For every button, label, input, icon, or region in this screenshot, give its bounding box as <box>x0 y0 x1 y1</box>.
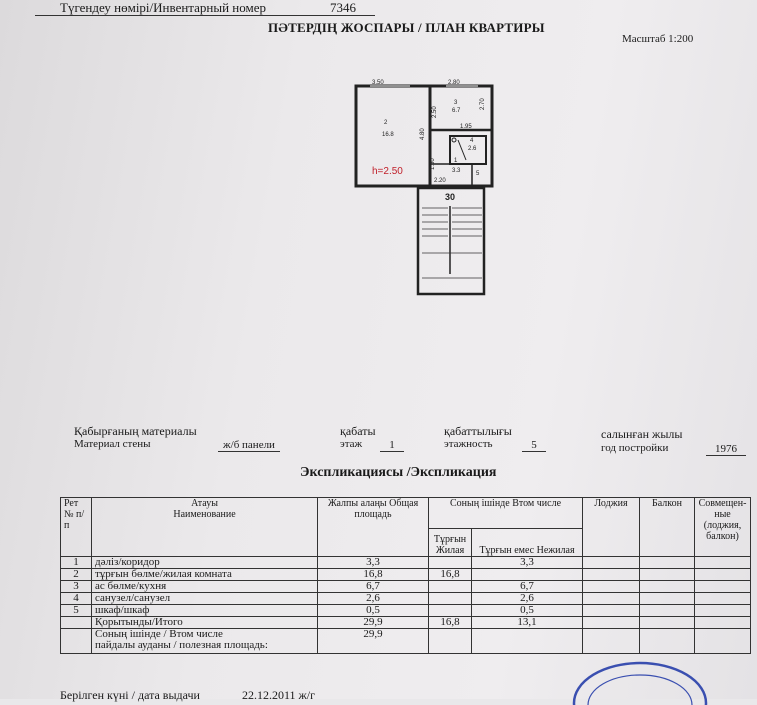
cell-loggia <box>583 569 640 581</box>
dim-label: 2.50 <box>432 106 438 118</box>
wall-material-value: ж/б панели <box>218 439 280 452</box>
header-underline <box>35 15 375 16</box>
room-number: 5 <box>476 171 480 177</box>
cell-nonliving <box>472 569 583 581</box>
cell-nonliving: 2,6 <box>472 593 583 605</box>
dim-label: 2.80 <box>448 80 460 86</box>
col-header-name-kz: Атауы <box>191 498 218 509</box>
room-number: 4 <box>470 138 474 144</box>
floor-label-ru: этаж <box>340 438 363 450</box>
year-label-kz: салынған жылы <box>601 427 683 441</box>
cell-combined <box>695 605 751 617</box>
issue-date-label <box>60 688 315 703</box>
table-useful-row <box>61 629 751 654</box>
cell-nonliving: 6,7 <box>472 581 583 593</box>
total-nonliving: 13,1 <box>472 617 583 629</box>
inventory-label: Түгендеу нөмірі/Инвентарный номер <box>60 0 267 15</box>
dim-label: 3.50 <box>372 80 384 86</box>
table-row <box>61 605 751 617</box>
cell-loggia <box>583 557 640 569</box>
col-header-name <box>92 498 318 557</box>
cell-balcony <box>640 617 695 629</box>
issue-date-label-text: Берілген күні / дата выдачи <box>60 688 200 702</box>
room-number: 1 <box>454 158 458 164</box>
col-header-combined: Совмещен-ные (лоджия, балкон) <box>695 498 751 557</box>
cell-combined <box>695 557 751 569</box>
explication-table <box>60 497 751 654</box>
floors-value: 5 <box>522 439 546 452</box>
cell-name: санузел/санузел <box>92 593 318 605</box>
cell-name: шкаф/шкаф <box>92 605 318 617</box>
cell-nonliving: 0,5 <box>472 605 583 617</box>
room-number: 2 <box>384 120 388 126</box>
cell-num: 5 <box>61 605 92 617</box>
useful-label <box>92 629 318 654</box>
cell-loggia <box>583 617 640 629</box>
cell-balcony <box>640 593 695 605</box>
cell-loggia <box>583 629 640 654</box>
wall-material-kz: Қабырғаның материалы <box>74 424 197 438</box>
floor-plan-drawing <box>350 78 510 300</box>
dim-label: 4.80 <box>420 128 426 140</box>
col-header-num: Рет № п/п <box>61 498 92 557</box>
col-header-nonliving: Тұрғын емес Нежилая <box>472 529 583 557</box>
total-label: Қорытынды/Итого <box>92 617 318 629</box>
cell-num <box>61 617 92 629</box>
cell-total: 6,7 <box>318 581 429 593</box>
cell-num <box>61 629 92 654</box>
cell-nonliving <box>472 629 583 654</box>
cell-total: 3,3 <box>318 557 429 569</box>
cell-total: 2,6 <box>318 593 429 605</box>
floor-label-kz: қабаты <box>340 424 376 438</box>
dim-label: 2.70 <box>480 98 486 110</box>
cell-combined <box>695 581 751 593</box>
stairwell-number: 30 <box>445 192 456 202</box>
cell-nonliving: 3,3 <box>472 557 583 569</box>
wall-material-ru: Материал стены <box>74 438 151 450</box>
cell-living: 16,8 <box>429 569 472 581</box>
useful-value: 29,9 <box>318 629 429 654</box>
col-header-incl: Соның ішінде Втом числе <box>429 498 583 529</box>
cell-living <box>429 593 472 605</box>
explication-title: Экспликациясы /Экспликация <box>300 465 497 480</box>
floors-label-ru: этажность <box>444 438 493 450</box>
cell-living <box>429 557 472 569</box>
official-stamp <box>570 655 710 705</box>
dim-label: 1.50 <box>430 158 436 170</box>
col-header-name-ru: Наименование <box>173 509 236 520</box>
room-area: 3.3 <box>452 168 461 174</box>
cell-living <box>429 581 472 593</box>
toilet-symbol <box>452 138 456 142</box>
cell-combined <box>695 617 751 629</box>
year-value: 1976 <box>706 443 746 456</box>
room-area: 16.8 <box>382 132 394 138</box>
table-row <box>61 557 751 569</box>
room-area: 2.6 <box>468 146 477 152</box>
ceiling-height-label: h=2.50 <box>372 166 403 177</box>
col-header-total: Жалпы алаңы Общая площадь <box>318 498 429 557</box>
useful-label-line1: Соның ішінде / Втом числе <box>95 628 223 640</box>
inventory-number: 7346 <box>330 0 356 15</box>
table-row <box>61 593 751 605</box>
cell-living <box>429 605 472 617</box>
page-title: ПӘТЕРДІҢ ЖОСПАРЫ / ПЛАН КВАРТИРЫ <box>268 20 545 35</box>
cell-loggia <box>583 581 640 593</box>
col-header-living: Тұрғын Жилая <box>429 529 472 557</box>
cell-combined <box>695 593 751 605</box>
table-header-row <box>61 498 751 529</box>
useful-label-line2: пайдалы ауданы / полезная площадь: <box>95 639 268 651</box>
table-total-row <box>61 617 751 629</box>
room-number: 3 <box>454 100 458 106</box>
col-header-balcony: Балкон <box>640 498 695 557</box>
col-header-loggia: Лоджия <box>583 498 640 557</box>
bath-fixture <box>458 140 466 160</box>
cell-num: 3 <box>61 581 92 593</box>
total-value: 29,9 <box>318 617 429 629</box>
scale-label: Масштаб 1:200 <box>622 33 694 45</box>
issue-date-value: 22.12.2011 ж/г <box>241 688 316 702</box>
floors-label-kz: қабаттылығы <box>444 424 512 438</box>
room-area: 6.7 <box>452 108 461 114</box>
cell-balcony <box>640 581 695 593</box>
cell-name: ас бөлме/кухня <box>92 581 318 593</box>
cell-combined <box>695 569 751 581</box>
cell-total: 0,5 <box>318 605 429 617</box>
cell-balcony <box>640 557 695 569</box>
floor-plan <box>350 78 510 305</box>
cell-loggia <box>583 605 640 617</box>
table-row <box>61 569 751 581</box>
cell-num: 2 <box>61 569 92 581</box>
cell-living <box>429 629 472 654</box>
dim-label: 2.20 <box>434 178 446 184</box>
cell-name: дәліз/коридор <box>92 557 318 569</box>
cell-balcony <box>640 605 695 617</box>
cell-combined <box>695 629 751 654</box>
cell-num: 1 <box>61 557 92 569</box>
year-label-ru: год постройки <box>601 442 669 454</box>
cell-total: 16,8 <box>318 569 429 581</box>
cell-balcony <box>640 629 695 654</box>
cell-loggia <box>583 593 640 605</box>
total-living: 16,8 <box>429 617 472 629</box>
dim-label: 1.95 <box>460 124 472 130</box>
cell-balcony <box>640 569 695 581</box>
stamp-inner-ring <box>588 675 692 705</box>
cell-num: 4 <box>61 593 92 605</box>
cell-name: тұрғын бөлме/жилая комната <box>92 569 318 581</box>
table-row <box>61 581 751 593</box>
floor-value: 1 <box>380 439 404 452</box>
